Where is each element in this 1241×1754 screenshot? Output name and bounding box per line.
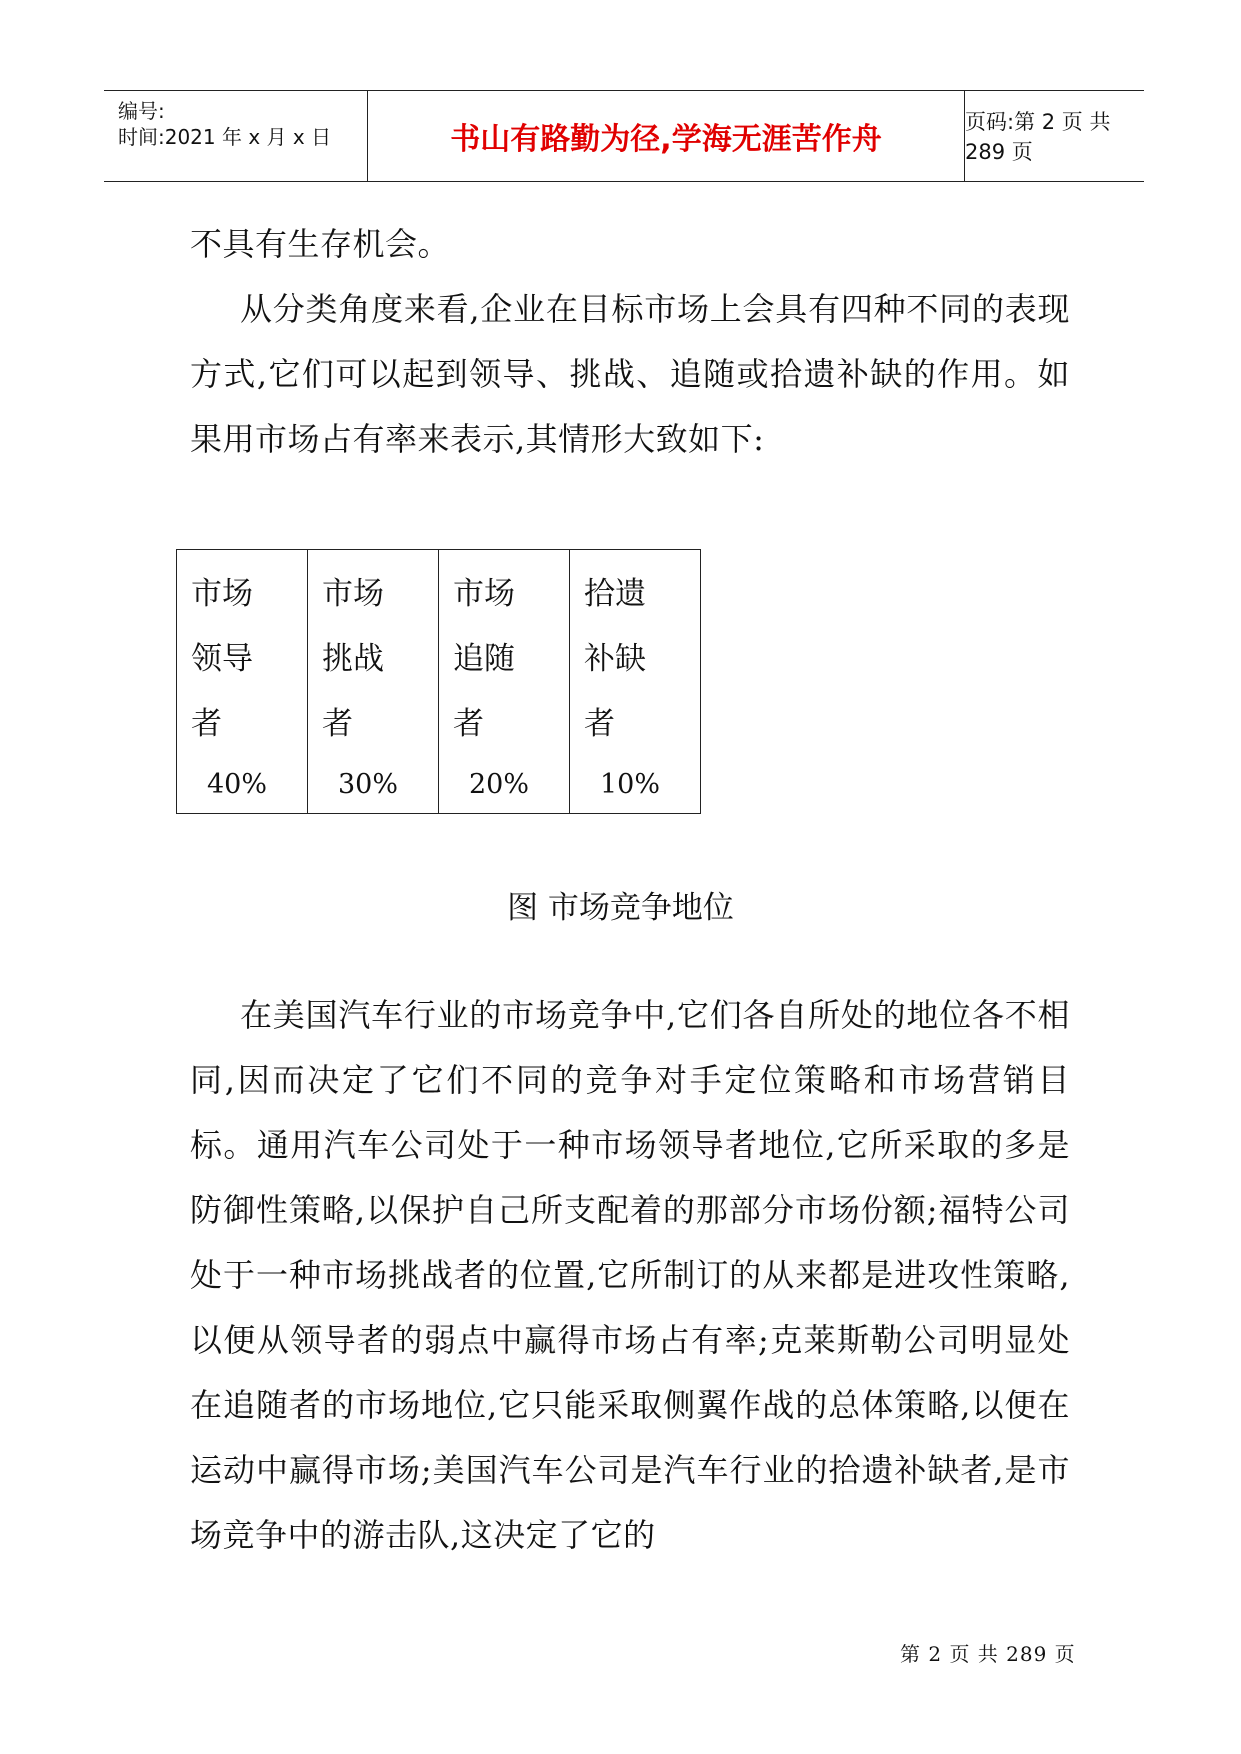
role-label: 市场挑战者 xyxy=(322,576,384,742)
body-paragraph-1: 不具有生存机会。 xyxy=(190,225,451,263)
role-label: 拾遗补缺者 xyxy=(584,576,646,742)
table-cell-leader xyxy=(177,550,308,814)
header-motto: 书山有路勤为径,学海无涯苦作舟 xyxy=(368,91,965,181)
page-header xyxy=(104,90,1144,182)
share-value: 20% xyxy=(469,769,530,800)
share-value: 10% xyxy=(600,769,661,800)
table-cell-challenger xyxy=(308,550,439,814)
header-time-label: 时间:2021 年 x 月 x 日 xyxy=(118,125,332,149)
page-footer: 第 2 页 共 289 页 xyxy=(900,1642,1076,1666)
body-paragraph-2: 从分类角度来看,企业在目标市场上会具有四种不同的表现方式,它们可以起到领导、挑战、追随或拾遗补缺的作用。如果用市场占有率来表示,其情形大致如下: xyxy=(190,290,1070,458)
body-paragraph-3: 在美国汽车行业的市场竞争中,它们各自所处的地位各不相同,因而决定了它们不同的竞争对手定位策略和市场营销目标。通用汽车公司处于一种市场领导者地位,它所采取的多是防御性策略,以保护自己所支配着的那部分市场份额;福特公司处于一种市场挑战者的位置,它所制订的从来都是进攻性策略,以便从领导者的弱点中赢得市场占有率;克莱斯勒公司明显处在追随者的市场地位,它只能采取侧翼作战的总体策略,以便在运动中赢得市场;美国汽车公司是汽车行业的拾遗补缺者,是市场竞争中的游击队,这决定了它的 xyxy=(190,996,1070,1554)
role-label: 市场追随者 xyxy=(453,576,515,742)
figure-caption: 图 市场竞争地位 xyxy=(507,890,734,926)
share-value: 40% xyxy=(207,769,268,800)
header-number-label: 编号: xyxy=(118,99,165,123)
share-value: 30% xyxy=(338,769,399,800)
table-cell-follower xyxy=(439,550,570,814)
table-row xyxy=(177,550,701,814)
table-cell-nicher xyxy=(570,550,701,814)
role-label: 市场领导者 xyxy=(191,576,253,742)
market-position-table xyxy=(176,549,701,814)
header-meta xyxy=(104,91,368,181)
header-page-code: 页码:第 2 页 共 289 页 xyxy=(965,110,1111,164)
